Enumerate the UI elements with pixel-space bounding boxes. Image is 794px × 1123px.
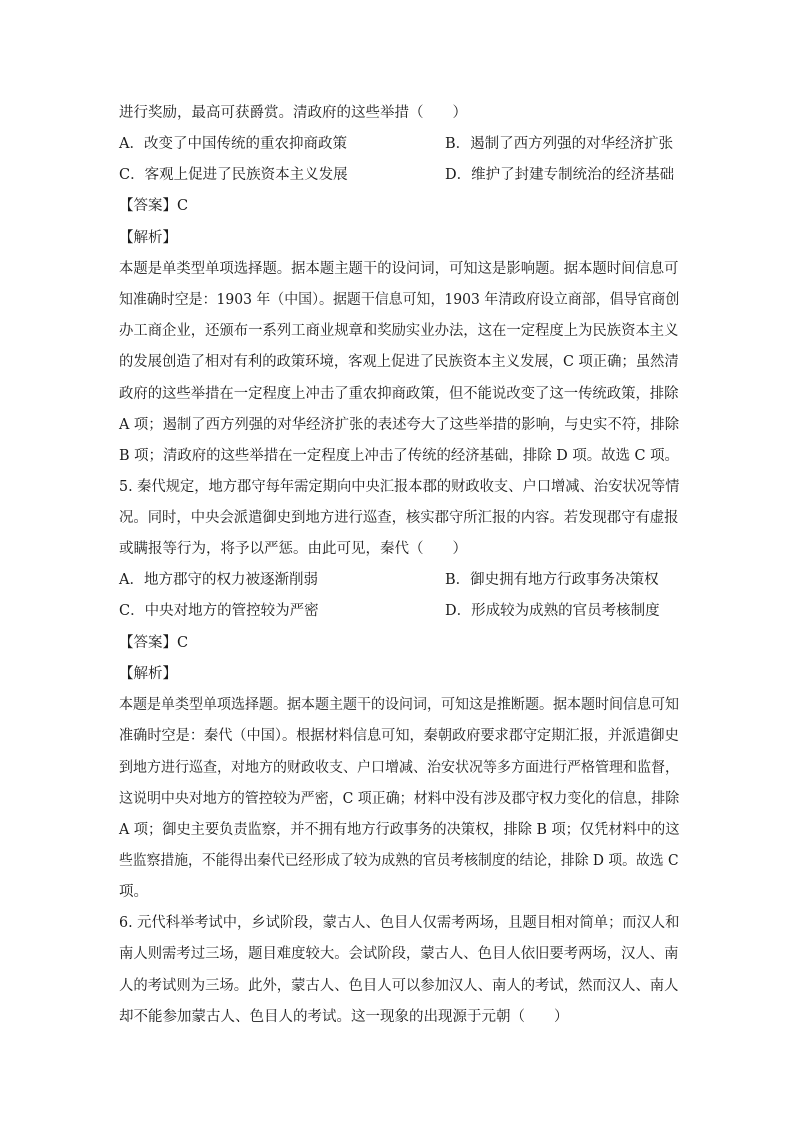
q5-analysis-heading: 【解析】 [119,666,177,682]
q4-stem-end: 进行奖励，最高可获爵赏。清政府的这些举措（ ） [119,105,467,121]
q5-option-c: C．中央对地方的管控较为严密 [119,603,319,619]
q4-option-c: C．客观上促进了民族资本主义发展 [119,167,348,183]
q4-analysis-line: 政府的这些举措在一定程度上冲击了重农抑商政策，但不能说改变了这一传统政策，排除 [119,386,679,402]
q4-option-b: B．遏制了西方列强的对华经济扩张 [445,136,674,152]
q4-analysis-line: 本题是单类型单项选择题。据本题主题干的设问词，可知这是影响题。据本题时间信息可 [119,261,679,277]
q5-analysis-line: 这说明中央对地方的管控较为严密，C 项正确；材料中没有涉及郡守权力变化的信息，排除 [119,791,680,807]
q5-stem-line: 况。同时，中央会派遣御史到地方进行巡查，核实郡守所汇报的内容。若发现郡守有虚报 [119,510,679,526]
q4-analysis-line: A 项；遏制了西方列强的对华经济扩张的表述夸大了这些举措的影响，与史实不符，排除 [119,417,680,433]
q5-analysis-line: 些监察措施，不能得出秦代已经形成了较为成熟的官员考核制度的结论，排除 D 项。故选 C [119,853,679,869]
q5-stem-line: 或瞒报等行为，将予以严惩。由此可见，秦代（ ） [119,541,467,557]
q5-analysis-line: A 项；御史主要负责监察，并不拥有地方行政事务的决策权，排除 B 项；仅凭材料中的这 [119,822,680,838]
q5-option-a: A．地方郡守的权力被逐渐削弱 [119,572,318,588]
q4-analysis-line: 知准确时空是：1903 年（中国）。据题干信息可知，1903 年清政府设立商部，倡导官商创 [119,292,680,308]
q4-answer: 【答案】C [119,198,189,214]
q6-stem-line: 6. 元代科举考试中，乡试阶段，蒙古人、色目人仅需考两场，且题目相对简单；而汉人和 [119,915,680,931]
q4-analysis-line: 的发展创造了相对有利的政策环境，客观上促进了民族资本主义发展，C 项正确；虽然清 [119,354,679,370]
q4-analysis-heading: 【解析】 [119,230,177,246]
q4-option-a: A．改变了中国传统的重农抑商政策 [119,136,347,152]
q4-option-d: D．维护了封建专制统治的经济基础 [445,167,675,183]
q5-option-b: B．御史拥有地方行政事务决策权 [445,572,659,588]
q5-answer: 【答案】C [119,635,189,651]
q5-analysis-line: 准确时空是：秦代（中国）。根据材料信息可知，秦朝政府要求郡守定期汇报，并派遣御史 [119,728,679,744]
q4-analysis-line: B 项；清政府的这些举措在一定程度上冲击了传统的经济基础，排除 D 项。故选 C 项。 [119,448,679,464]
q5-option-d: D．形成较为成熟的官员考核制度 [445,603,660,619]
q5-analysis-line: 项。 [119,884,148,900]
q4-analysis-line: 办工商企业，还颁布一系列工商业规章和奖励实业办法，这在一定程度上为民族资本主义 [119,323,679,339]
q5-stem-line: 5. 秦代规定，地方郡守每年需定期向中央汇报本郡的财政收支、户口增减、治安状况等情 [119,479,680,495]
q6-stem-line: 南人则需考过三场，题目难度较大。会试阶段，蒙古人、色目人依旧要考两场，汉人、南 [119,946,679,962]
q6-stem-line: 人的考试则为三场。此外，蒙古人、色目人可以参加汉人、南人的考试，然而汉人、南人 [119,978,679,994]
q5-analysis-line: 本题是单类型单项选择题。据本题主题干的设问词，可知这是推断题。据本题时间信息可知 [119,697,679,713]
q5-analysis-line: 到地方进行巡查，对地方的财政收支、户口增减、治安状况等多方面进行严格管理和监督， [119,760,679,776]
q6-stem-line: 却不能参加蒙古人、色目人的考试。这一现象的出现源于元朝（ ） [119,1009,569,1025]
